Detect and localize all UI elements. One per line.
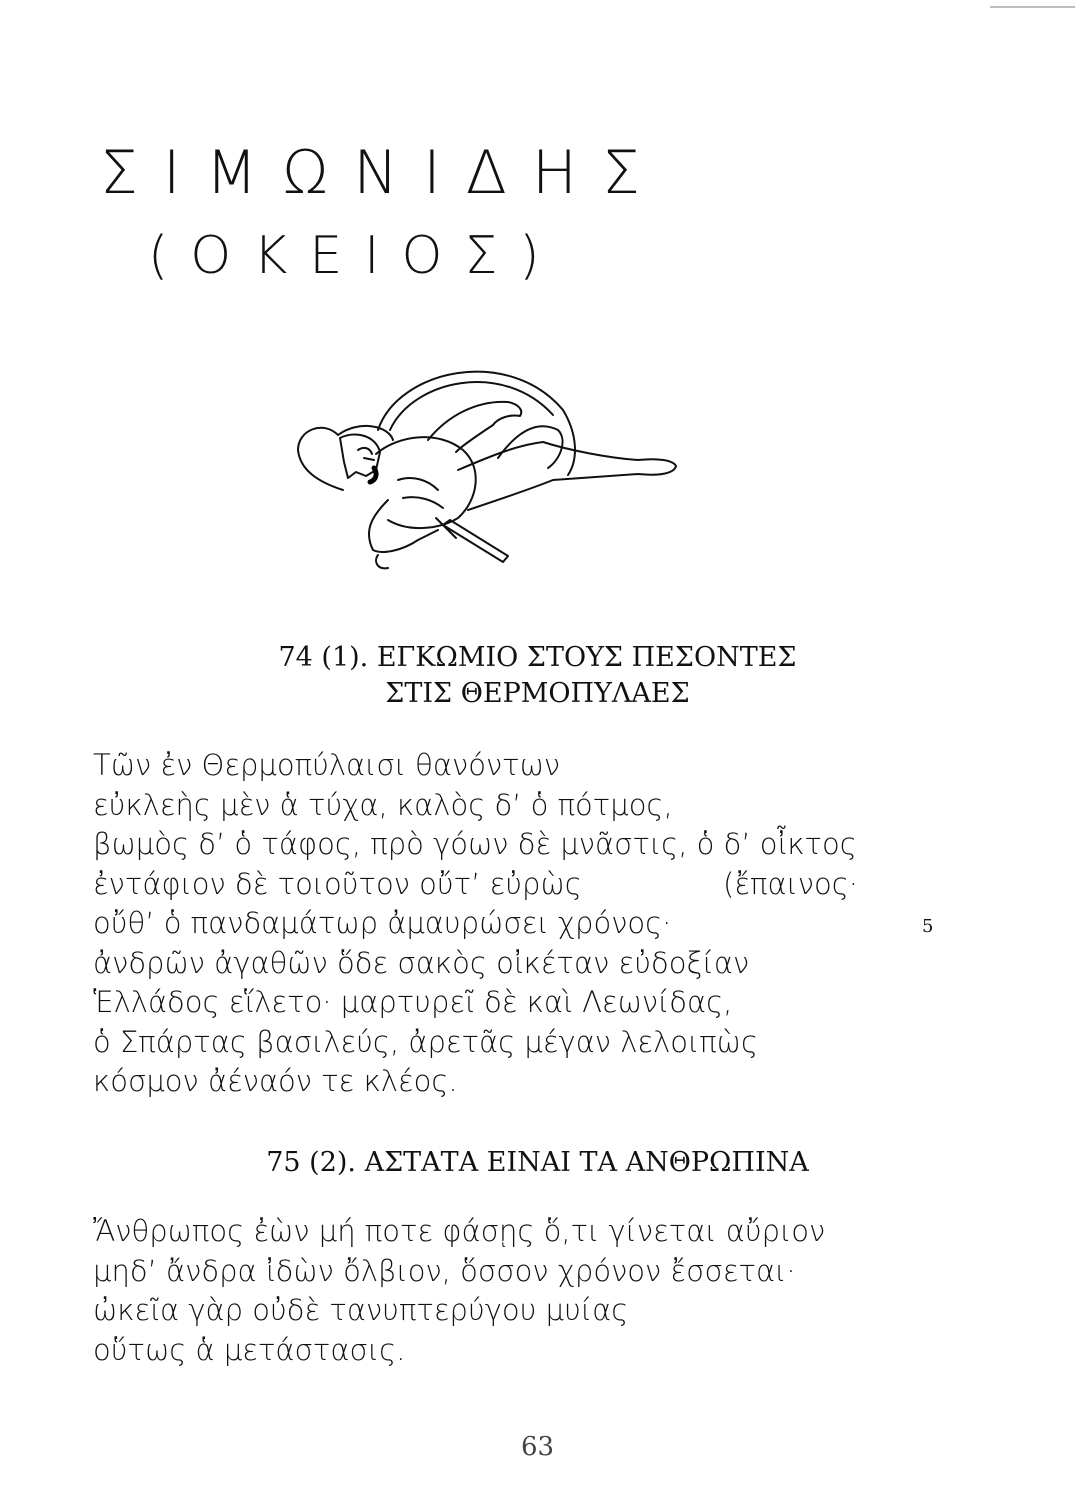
page-number: 63 xyxy=(520,1432,555,1462)
scan-edge-line xyxy=(990,6,1075,8)
poem-aside-note: (ἔπαινος· xyxy=(723,866,858,901)
poem-74-text xyxy=(93,746,913,1102)
poem-line: ὁ Σπάρτας βασιλεύς, ἀρετᾶς μέγαν λελοιπὼς xyxy=(93,1024,758,1059)
poem-75-text xyxy=(93,1212,913,1370)
raised-arm xyxy=(428,402,521,440)
poem-line: Ἄνθρωπος ἐὼν μή ποτε φάσῃς ὅ,τι γίνεται αὔριον xyxy=(93,1214,826,1248)
poem-line: ἐντάφιον δὲ τοιοῦτον οὔτ’ εὐρὼς xyxy=(93,866,582,901)
poem-line: βωμὸς δ’ ὁ τάφος, πρὸ γόων δὲ μνᾶστις, ὁ δ’ οἶκτος xyxy=(93,827,857,861)
author-title: ΣΙΜΩΝΙΔΗΣ xyxy=(100,138,665,208)
poem-line: οὕτως ἁ μετάστασις. xyxy=(93,1332,406,1367)
poem-line: ἀνδρῶν ἀγαθῶν ὅδε σακὸς οἰκέταν εὐδοξίαν xyxy=(93,945,750,980)
poem-line: εὐκλεὴς μὲν ἁ τύχα, καλὸς δ’ ὁ πότμος, xyxy=(93,787,673,822)
legs xyxy=(458,442,676,510)
poem-line: μηδ’ ἄνδρα ἰδὼν ὄλβιον, ὅσσον χρόνον ἔσσεται· xyxy=(93,1253,796,1288)
poem-line: Ἑλλάδος εἵλετο· μαρτυρεῖ δὲ καὶ Λεωνίδας, xyxy=(93,985,733,1019)
author-subtitle: (ΟΚΕΙΟΣ) xyxy=(148,226,562,286)
fallen-warrior-illustration xyxy=(278,350,698,580)
poem-74-heading-line2: ΣΤΙΣ ΘΕΡΜΟΠΥΛΑΕΣ xyxy=(385,678,690,709)
poem-line: ὠκεῖα γὰρ οὐδὲ τανυπτερύγου μυίας xyxy=(93,1293,629,1327)
poem-line-with-aside xyxy=(93,865,913,905)
poem-74-heading xyxy=(0,640,1075,712)
poem-line: Τῶν ἐν Θερμοπύλαισι θανόντων xyxy=(93,748,561,782)
line-number: 5 xyxy=(922,916,934,937)
poem-line: κόσμον ἀέναόν τε κλέος. xyxy=(93,1064,458,1098)
sword xyxy=(443,520,508,562)
poem-74-heading-line1: 74 (1). ΕΓΚΩΜΙΟ ΣΤΟΥΣ ΠΕΣΟΝΤΕΣ xyxy=(278,642,797,673)
shield-outline xyxy=(378,372,575,475)
poem-75-heading: 75 (2). ΑΣΤΑΤΑ ΕΙΝΑΙ ΤΑ ΑΝΘΡΩΠΙΝΑ xyxy=(266,1147,809,1178)
poem-line: οὔθ’ ὁ πανδαμάτωρ ἀμαυρώσει χρόνος· xyxy=(93,906,672,940)
helmet-crest xyxy=(298,428,343,490)
